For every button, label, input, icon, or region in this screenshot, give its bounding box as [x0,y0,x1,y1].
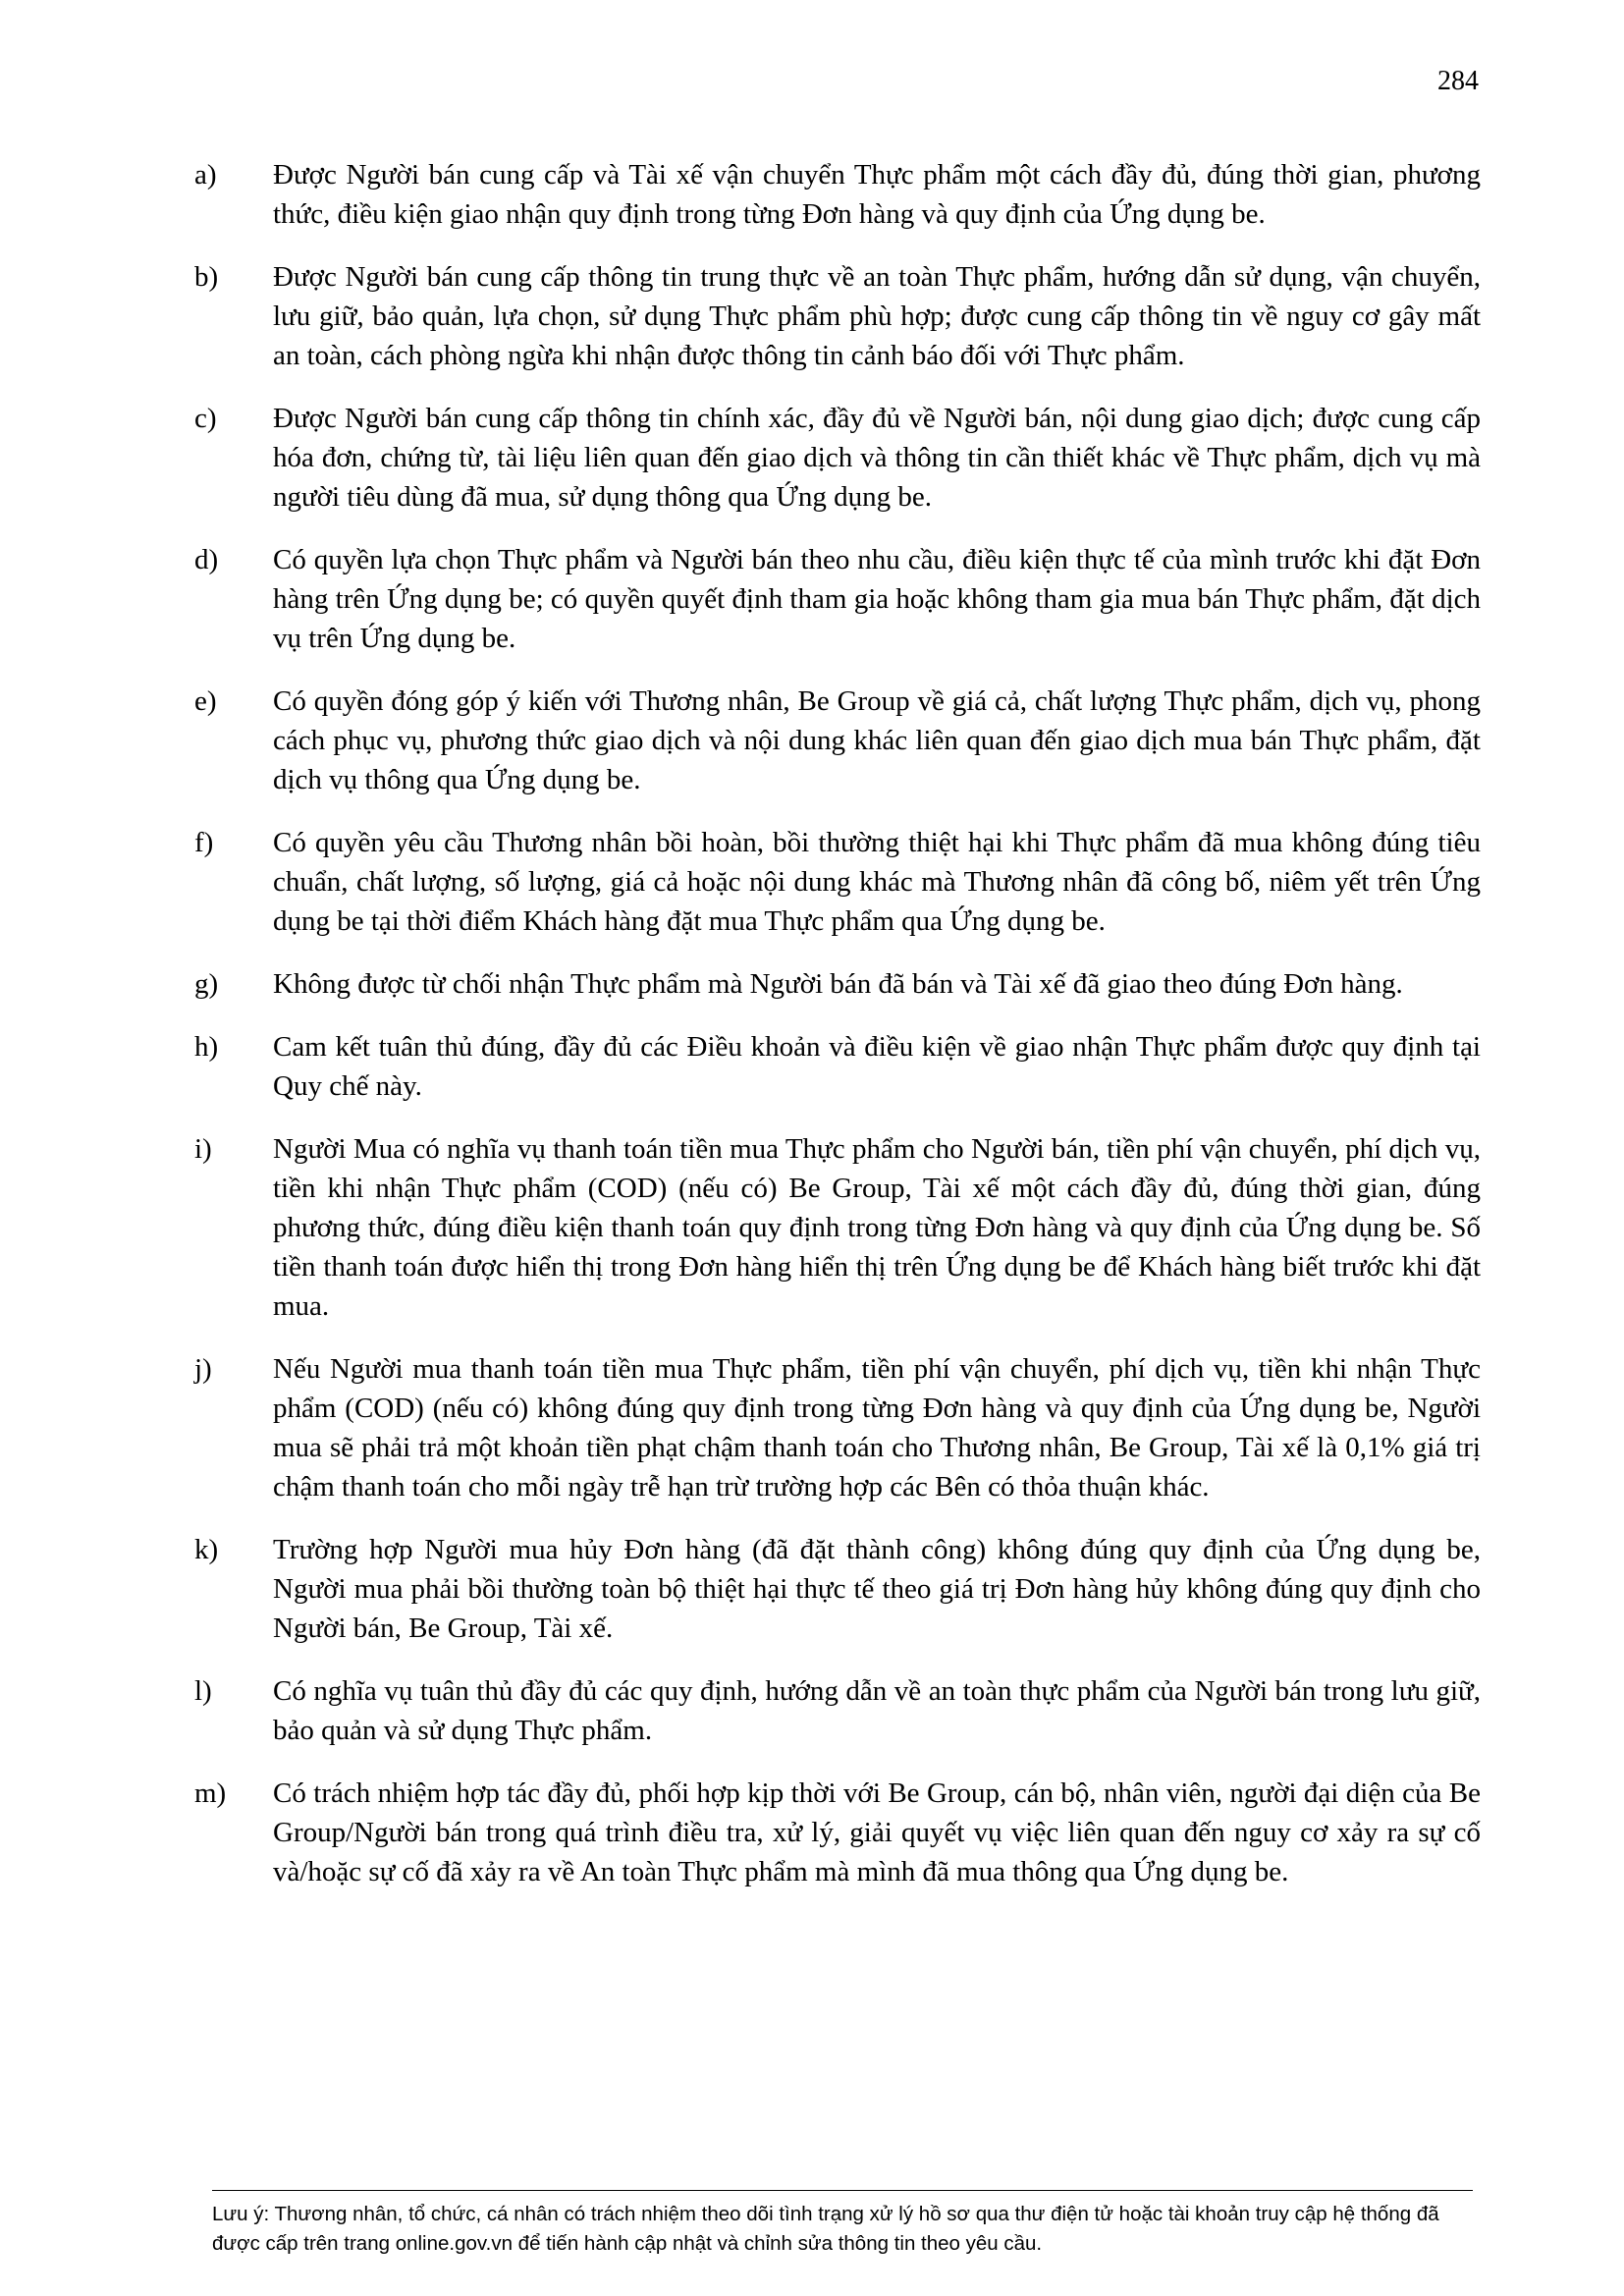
page-number: 284 [1437,66,1479,96]
item-list [194,155,1481,1915]
item-label: g) [194,968,219,1000]
item-text: Người Mua có nghĩa vụ thanh toán tiền mua Thực phẩm cho Người bán, tiền phí vận chuyển, phí dịch vụ, tiền khi nhận Thực phẩm (COD) (nếu có) Be Group, Tài xế một cách đầy đủ, đúng thời gian, đúng phương thức, đúng điều kiện thanh toán quy định trong từng Đơn hàng và quy định của Ứng dụng be. Số tiền thanh toán được hiển thị trong Đơn hàng hiển thị trên Ứng dụng be để Khách hàng biết trước khi đặt mua. [273,1133,1481,1322]
item-label: h) [194,1031,219,1063]
footer-divider [212,2190,1473,2191]
item-label: b) [194,261,219,293]
item-label: f) [194,827,214,858]
list-item-f [194,823,1481,941]
item-label: k) [194,1534,219,1565]
item-text: Trường hợp Người mua hủy Đơn hàng (đã đặt thành công) không đúng quy định của Ứng dụng be, Người mua phải bồi thường toàn bộ thiệt hại thực tế theo giá trị Đơn hàng hủy không đúng quy định cho Người bán, Be Group, Tài xế. [273,1534,1481,1644]
list-item-k [194,1530,1481,1648]
list-item-i [194,1129,1481,1326]
item-label: e) [194,685,217,717]
item-label: l) [194,1675,212,1707]
list-item-c [194,399,1481,517]
item-text: Được Người bán cung cấp thông tin chính xác, đầy đủ về Người bán, nội dung giao dịch; được cung cấp hóa đơn, chứng từ, tài liệu liên quan đến giao dịch và thông tin cần thiết khác về Thực phẩm, dịch vụ mà người tiêu dùng đã mua, sử dụng thông qua Ứng dụng be. [273,403,1481,513]
item-text: Cam kết tuân thủ đúng, đầy đủ các Điều khoản và điều kiện về giao nhận Thực phẩm được quy định tại Quy chế này. [273,1031,1481,1102]
item-text: Có nghĩa vụ tuân thủ đầy đủ các quy định, hướng dẫn về an toàn thực phẩm của Người bán trong lưu giữ, bảo quản và sử dụng Thực phẩm. [273,1675,1481,1746]
item-label: j) [194,1353,212,1385]
item-label: m) [194,1777,227,1809]
list-item-g [194,964,1481,1004]
list-item-h [194,1027,1481,1106]
item-label: c) [194,403,217,434]
item-text: Có quyền yêu cầu Thương nhân bồi hoàn, bồi thường thiệt hại khi Thực phẩm đã mua không đúng tiêu chuẩn, chất lượng, số lượng, giá cả hoặc nội dung khác mà Thương nhân đã công bố, niêm yết trên Ứng dụng be tại thời điểm Khách hàng đặt mua Thực phẩm qua Ứng dụng be. [273,827,1481,937]
item-text: Có quyền đóng góp ý kiến với Thương nhân, Be Group về giá cả, chất lượng Thực phẩm, dịch vụ, phong cách phục vụ, phương thức giao dịch và nội dung khác liên quan đến giao dịch mua bán Thực phẩm, đặt dịch vụ thông qua Ứng dụng be. [273,685,1481,795]
item-text: Có trách nhiệm hợp tác đầy đủ, phối hợp kịp thời với Be Group, cán bộ, nhân viên, người đại diện của Be Group/Người bán trong quá trình điều tra, xử lý, giải quyết vụ việc liên quan đến nguy cơ xảy ra sự cố và/hoặc sự cố đã xảy ra về An toàn Thực phẩm mà mình đã mua thông qua Ứng dụng be. [273,1777,1481,1887]
item-text: Nếu Người mua thanh toán tiền mua Thực phẩm, tiền phí vận chuyển, phí dịch vụ, tiền khi nhận Thực phẩm (COD) (nếu có) không đúng quy định trong từng Đơn hàng và quy định của Ứng dụng be, Người mua sẽ phải trả một khoản tiền phạt chậm thanh toán cho Thương nhân, Be Group, Tài xế là 0,1% giá trị chậm thanh toán cho mỗi ngày trễ hạn trừ trường hợp các Bên có thỏa thuận khác. [273,1353,1481,1503]
item-label: a) [194,159,217,191]
item-text: Được Người bán cung cấp thông tin trung thực về an toàn Thực phẩm, hướng dẫn sử dụng, vận chuyển, lưu giữ, bảo quản, lựa chọn, sử dụng Thực phẩm phù hợp; được cung cấp thông tin về nguy cơ gây mất an toàn, cách phòng ngừa khi nhận được thông tin cảnh báo đối với Thực phẩm. [273,261,1481,371]
footer-note: Lưu ý: Thương nhân, tổ chức, cá nhân có trách nhiệm theo dõi tình trạng xử lý hồ sơ qua thư điện tử hoặc tài khoản truy cập hệ thống đã được cấp trên trang online.gov.vn để tiến hành cập nhật và chỉnh sửa thông tin theo yêu cầu. [212,2203,1439,2255]
list-item-m [194,1774,1481,1891]
list-item-a [194,155,1481,234]
list-item-d [194,540,1481,658]
list-item-e [194,682,1481,799]
item-text: Không được từ chối nhận Thực phẩm mà Người bán đã bán và Tài xế đã giao theo đúng Đơn hàng. [273,968,1403,1000]
item-text: Có quyền lựa chọn Thực phẩm và Người bán theo nhu cầu, điều kiện thực tế của mình trước khi đặt Đơn hàng trên Ứng dụng be; có quyền quyết định tham gia hoặc không tham gia mua bán Thực phẩm, đặt dịch vụ trên Ứng dụng be. [273,544,1481,654]
item-label: i) [194,1133,212,1165]
item-label: d) [194,544,219,575]
list-item-b [194,257,1481,375]
list-item-j [194,1349,1481,1506]
item-text: Được Người bán cung cấp và Tài xế vận chuyển Thực phẩm một cách đầy đủ, đúng thời gian, phương thức, điều kiện giao nhận quy định trong từng Đơn hàng và quy định của Ứng dụng be. [273,159,1481,230]
list-item-l [194,1671,1481,1750]
